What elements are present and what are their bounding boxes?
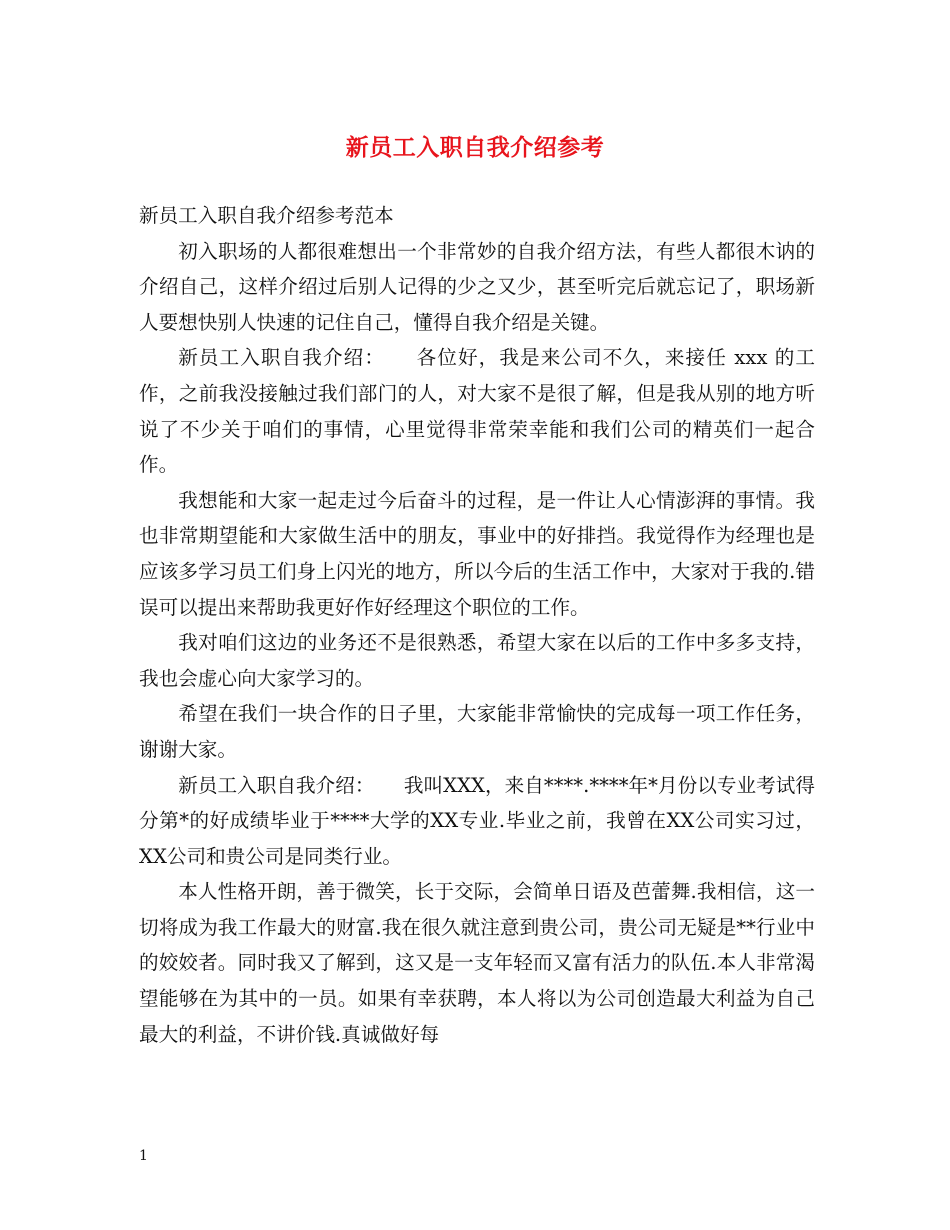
subtitle-line: 新员工入职自我介绍参考范本 bbox=[139, 204, 394, 227]
document-title: 新员工入职自我介绍参考 bbox=[345, 134, 605, 161]
paragraph: 我想能和大家一起走过今后奋斗的过程，是一件让人心情澎湃的事情。我也非常期望能和大家做生活中的朋友，事业中的好排挡。我觉得作为经理也是应该多学习员工们身上闪光的地方，所以今后的生活工作中，大家对于我的.错误可以提出来帮助我更好作好经理这个职位的工作。 bbox=[139, 488, 815, 619]
document-body bbox=[139, 198, 815, 1052]
paragraph: 新员工入职自我介绍： 我叫XXX，来自****.****年*月份以专业考试得分第*的好成绩毕业于****大学的XX专业.毕业之前，我曾在XX公司实习过，XX公司和贵公司是同类行业。 bbox=[139, 773, 815, 868]
paragraph: 初入职场的人都很难想出一个非常妙的自我介绍方法，有些人都很木讷的介绍自己，这样介绍过后别人记得的少之又少，甚至听完后就忘记了，职场新人要想快别人快速的记住自己，懂得自我介绍是关键。 bbox=[139, 239, 815, 334]
paragraph: 本人性格开朗，善于微笑，长于交际，会简单日语及芭蕾舞.我相信，这一切将成为我工作最大的财富.我在很久就注意到贵公司，贵公司无疑是**行业中的姣姣者。同时我又了解到，这又是一支年轻而又富有活力的队伍.本人非常渴望能够在为其中的一员。如果有幸获聘，本人将以为公司创造最大利益为自己最大的利益，不讲价钱.真诚做好每 bbox=[139, 880, 815, 1046]
paragraph: 希望在我们一块合作的日子里，大家能非常愉快的完成每一项工作任务，谢谢大家。 bbox=[139, 702, 815, 761]
paragraph: 我对咱们这边的业务还不是很熟悉，希望大家在以后的工作中多多支持，我也会虚心向大家学习的。 bbox=[139, 631, 815, 690]
page-number: 1 bbox=[139, 1148, 148, 1164]
paragraph: 新员工入职自我介绍： 各位好，我是来公司不久，来接任 xxx 的工作，之前我没接触过我们部门的人，对大家不是很了解，但是我从别的地方听说了不少关于咱们的事情，心里觉得非常荣幸能和我们公司的精英们一起合作。 bbox=[139, 346, 815, 477]
